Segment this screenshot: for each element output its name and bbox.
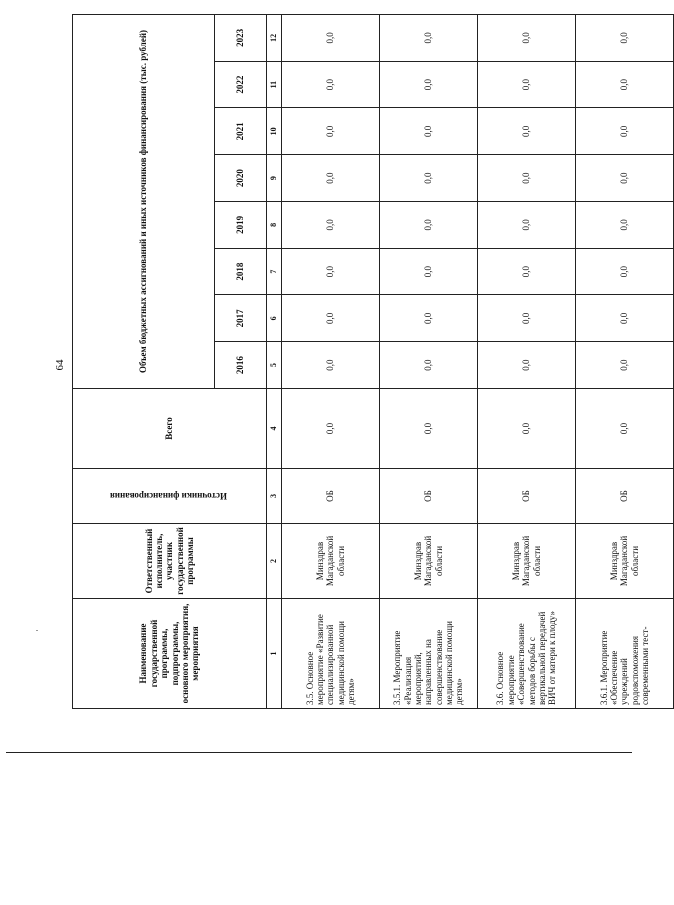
row-value: 0,0 — [380, 108, 478, 155]
row-value: 0,0 — [380, 295, 478, 342]
row-value: 0,0 — [282, 295, 380, 342]
header-responsible: Ответственный исполнитель, участник государственной программы — [73, 524, 267, 599]
funding-table — [72, 14, 674, 709]
row-value: 0,0 — [576, 295, 674, 342]
funding-table-rotated — [72, 14, 667, 709]
header-source-text: Источники финансирования — [109, 491, 227, 502]
column-number: 10 — [267, 108, 282, 155]
row-value: 0,0 — [478, 295, 576, 342]
table-row — [380, 15, 478, 709]
header-year: 2018 — [215, 248, 267, 295]
header-name: Наименование государственной программы, подпрограммы, основного мероприятия, мероприятия — [73, 599, 267, 709]
row-value: 0,0 — [380, 248, 478, 295]
column-number-row — [267, 15, 282, 709]
row-value: 0,0 — [478, 15, 576, 62]
row-responsible: Минздрав Магаданской области — [576, 524, 674, 599]
column-number: 5 — [267, 342, 282, 389]
table-row — [478, 15, 576, 709]
row-value: 0,0 — [576, 248, 674, 295]
row-responsible: Минздрав Магаданской области — [380, 524, 478, 599]
row-value: 0,0 — [380, 342, 478, 389]
row-value: 0,0 — [282, 155, 380, 202]
row-value: 0,0 — [282, 61, 380, 108]
header-year: 2019 — [215, 202, 267, 249]
row-value: 0,0 — [282, 108, 380, 155]
row-source: ОБ — [380, 469, 478, 524]
header-total: Всего — [73, 389, 267, 469]
page-divider — [6, 752, 632, 753]
column-number: 6 — [267, 295, 282, 342]
scan-speck — [36, 630, 38, 631]
row-total: 0,0 — [576, 389, 674, 469]
row-value: 0,0 — [380, 15, 478, 62]
header-year: 2022 — [215, 61, 267, 108]
column-number: 12 — [267, 15, 282, 62]
header-year: 2017 — [215, 295, 267, 342]
row-value: 0,0 — [282, 15, 380, 62]
column-number: 7 — [267, 248, 282, 295]
row-value: 0,0 — [380, 61, 478, 108]
row-value: 0,0 — [576, 342, 674, 389]
column-number: 4 — [267, 389, 282, 469]
row-source: ОБ — [478, 469, 576, 524]
header-year: 2023 — [215, 15, 267, 62]
row-responsible: Минздрав Магаданской области — [478, 524, 576, 599]
column-number: 2 — [267, 524, 282, 599]
header-year: 2021 — [215, 108, 267, 155]
header-year: 2016 — [215, 342, 267, 389]
row-value: 0,0 — [576, 155, 674, 202]
row-total: 0,0 — [380, 389, 478, 469]
table-row — [576, 15, 674, 709]
row-responsible: Минздрав Магаданской области — [282, 524, 380, 599]
header-funding-group: Объем бюджетных ассигнований и иных источников финансирования (тыс. рублей) — [73, 15, 215, 389]
row-value: 0,0 — [478, 202, 576, 249]
row-value: 0,0 — [478, 342, 576, 389]
row-value: 0,0 — [282, 202, 380, 249]
row-value: 0,0 — [282, 342, 380, 389]
row-source: ОБ — [576, 469, 674, 524]
row-name: 3.6.1. Мероприятие «Обеспечение учреждений родовспоможения современными тест- — [576, 599, 674, 709]
column-number: 3 — [267, 469, 282, 524]
row-name: 3.6. Основное мероприятие «Совершенствование методов борьбы с вертикальной передачей ВИЧ от матери к плоду» — [478, 599, 576, 709]
table-row — [282, 15, 380, 709]
page-number: 64 — [54, 359, 66, 371]
row-value: 0,0 — [576, 61, 674, 108]
row-total: 0,0 — [282, 389, 380, 469]
row-value: 0,0 — [478, 248, 576, 295]
column-number: 1 — [267, 599, 282, 709]
header-source — [73, 469, 267, 524]
row-name: 3.5. Основное мероприятие «Развитие специализированной медицинской помощи детям» — [282, 599, 380, 709]
column-number: 11 — [267, 61, 282, 108]
row-name: 3.5.1. Мероприятие «Реализация мероприятий, направленных на совершенствование медицинской помощи детям» — [380, 599, 478, 709]
row-value: 0,0 — [576, 15, 674, 62]
column-number: 9 — [267, 155, 282, 202]
row-value: 0,0 — [380, 202, 478, 249]
row-value: 0,0 — [576, 202, 674, 249]
row-total: 0,0 — [478, 389, 576, 469]
column-number: 8 — [267, 202, 282, 249]
row-value: 0,0 — [478, 61, 576, 108]
row-value: 0,0 — [282, 248, 380, 295]
row-value: 0,0 — [380, 155, 478, 202]
row-value: 0,0 — [478, 155, 576, 202]
header-year: 2020 — [215, 155, 267, 202]
row-value: 0,0 — [478, 108, 576, 155]
row-value: 0,0 — [576, 108, 674, 155]
row-source: ОБ — [282, 469, 380, 524]
header-row — [73, 15, 215, 709]
